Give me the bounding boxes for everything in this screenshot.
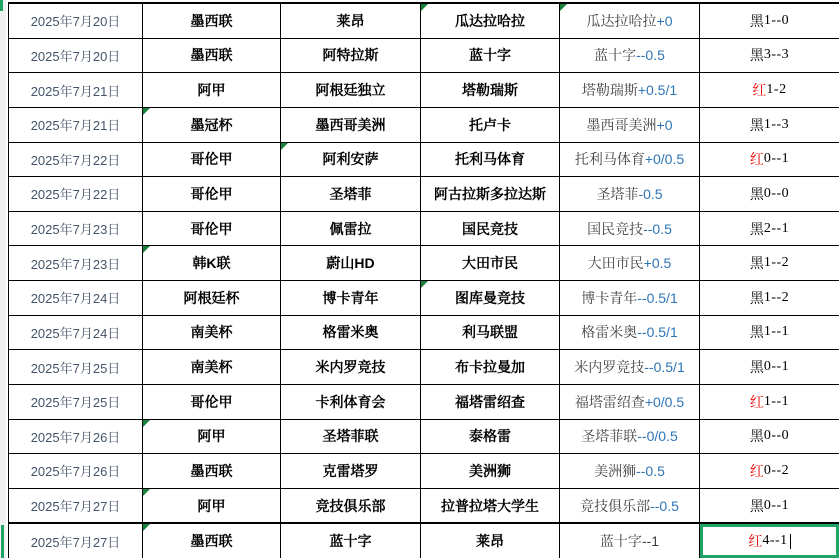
cell-result[interactable]	[700, 316, 839, 350]
result-color-label: 黑	[749, 291, 764, 307]
cell-away-team[interactable]	[421, 385, 560, 419]
handicap-team-label: 塔勒瑞斯	[581, 82, 638, 99]
cell-home-team-label: 墨西哥美洲	[315, 116, 386, 133]
result-color-label: 红	[748, 535, 763, 551]
result-score-label: 3--3	[763, 47, 790, 63]
cell-home-team[interactable]	[281, 385, 421, 419]
handicap-team-label: 墨西哥美洲	[586, 116, 657, 133]
cell-handicap[interactable]	[560, 212, 700, 246]
cell-handicap[interactable]	[560, 177, 700, 211]
result-score-label: 1--1	[763, 324, 790, 340]
cell-handicap[interactable]	[560, 350, 700, 384]
cell-date-label: 2025年7月25日	[30, 395, 121, 411]
cell-date-label: 2025年7月21日	[30, 118, 121, 134]
cell-away-team-label: 国民竞技	[462, 220, 518, 237]
cell-date[interactable]	[9, 73, 143, 107]
cell-league[interactable]	[143, 39, 281, 73]
cell-away-team[interactable]	[421, 524, 560, 558]
table-row	[9, 39, 839, 74]
cell-home-team[interactable]	[281, 212, 421, 246]
cell-league[interactable]	[143, 212, 281, 246]
cell-date-label: 2025年7月26日	[30, 464, 121, 480]
result-color-label: 黑	[749, 14, 764, 30]
cell-away-team[interactable]	[421, 454, 560, 488]
cell-away-team-label: 福塔雷绍查	[455, 393, 525, 410]
result-score-label: 4--1	[762, 533, 788, 549]
cell-result[interactable]	[700, 454, 839, 488]
table-row	[9, 108, 839, 143]
cell-date-label: 2025年7月22日	[30, 187, 121, 203]
cell-handicap[interactable]	[560, 108, 700, 142]
result-score-label: 0--0	[763, 428, 790, 444]
handicap-team-label: 托利马体育	[574, 151, 645, 168]
handicap-value-label: --1	[641, 533, 660, 550]
handicap-value-label: +0	[656, 12, 673, 29]
cell-away-team-label: 拉普拉塔大学生	[441, 497, 539, 514]
result-color-label: 黑	[749, 222, 764, 238]
handicap-team-label: 蓝十字	[599, 533, 642, 550]
cell-date[interactable]	[9, 108, 143, 142]
cell-home-team-label: 蓝十字	[329, 533, 372, 550]
cell-date[interactable]	[9, 350, 143, 384]
table-row	[9, 385, 839, 420]
cell-home-team-label: 蔚山HD	[326, 255, 375, 272]
handicap-team-label: 瓜达拉哈拉	[586, 12, 657, 29]
result-color-label: 黑	[749, 118, 764, 134]
cell-handicap[interactable]	[560, 281, 700, 315]
result-score-label: 0--1	[763, 151, 790, 167]
cell-league-label: 南美杯	[190, 359, 233, 376]
cell-home-team-label: 圣塔菲联	[322, 428, 379, 445]
result-score-label: 0--0	[763, 185, 790, 201]
cell-league[interactable]	[143, 454, 281, 488]
cell-result[interactable]	[700, 246, 839, 280]
cell-away-team-label: 图库曼竞技	[455, 289, 525, 306]
cell-away-team[interactable]	[421, 212, 560, 246]
handicap-team-label: 福塔雷绍查	[574, 393, 645, 410]
result-color-label: 红	[752, 84, 767, 100]
cell-home-team[interactable]	[281, 350, 421, 384]
table-row	[9, 281, 839, 316]
table-row	[9, 350, 839, 385]
handicap-value-label: --0.5	[636, 47, 665, 64]
cell-away-team[interactable]	[421, 108, 560, 142]
cell-league[interactable]	[143, 524, 281, 558]
handicap-value-label: -0.5	[638, 185, 663, 202]
cell-home-team[interactable]	[281, 246, 421, 280]
handicap-value-label: +0.5/1	[637, 82, 678, 99]
table-row	[9, 212, 839, 247]
result-color-label: 红	[749, 464, 764, 480]
cell-date-label: 2025年7月27日	[30, 534, 121, 550]
cell-away-team[interactable]	[421, 316, 560, 350]
handicap-team-label: 格雷米奥	[581, 324, 638, 341]
cell-league[interactable]	[143, 4, 281, 38]
cell-date[interactable]	[9, 212, 143, 246]
table-row	[9, 522, 839, 558]
cell-league[interactable]	[143, 316, 281, 350]
cell-home-team-label: 佩雷拉	[329, 220, 372, 237]
cell-handicap[interactable]	[560, 385, 700, 419]
cell-home-team[interactable]	[281, 524, 421, 558]
cell-handicap[interactable]	[560, 143, 700, 177]
handicap-team-label: 圣塔菲联	[581, 428, 638, 445]
cell-handicap[interactable]	[560, 4, 700, 38]
cell-away-team[interactable]	[421, 281, 560, 315]
cell-result[interactable]	[700, 281, 839, 315]
result-score-label: 1--0	[763, 12, 790, 28]
cell-home-team-label: 阿根廷独立	[315, 82, 386, 99]
result-color-label: 红	[749, 395, 764, 411]
handicap-value-label: +0/0.5	[644, 151, 685, 168]
cell-date[interactable]	[9, 39, 143, 73]
cell-result[interactable]	[700, 385, 839, 419]
handicap-team-label: 国民竞技	[587, 220, 644, 237]
handicap-team-label: 美洲狮	[594, 462, 637, 479]
cell-home-team[interactable]	[281, 108, 421, 142]
cell-result[interactable]	[700, 108, 839, 142]
cell-league-label: 阿甲	[197, 428, 226, 445]
cell-league-label: 哥伦甲	[190, 220, 233, 237]
cell-away-team[interactable]	[421, 246, 560, 280]
cell-away-team-label: 瓜达拉哈拉	[455, 12, 525, 29]
cell-date[interactable]	[9, 281, 143, 315]
table-row	[9, 489, 839, 523]
cell-away-team-label: 大田市民	[462, 255, 518, 272]
cell-flag-triangle-icon	[143, 108, 150, 115]
cell-away-team[interactable]	[421, 177, 560, 211]
result-color-label: 黑	[749, 257, 764, 273]
cell-flag-triangle-icon	[421, 281, 428, 288]
table-row	[9, 4, 839, 39]
cell-league[interactable]	[143, 177, 281, 211]
handicap-team-label: 大田市民	[587, 255, 644, 272]
cell-away-team[interactable]	[421, 143, 560, 177]
cell-date-label: 2025年7月21日	[30, 83, 121, 99]
result-score-label: 0--1	[763, 497, 790, 513]
cell-league-label: 阿甲	[197, 497, 226, 514]
cell-date-label: 2025年7月22日	[30, 152, 121, 168]
cell-away-team[interactable]	[421, 489, 560, 523]
cell-date-label: 2025年7月24日	[30, 291, 121, 307]
table-row	[9, 246, 839, 281]
cell-away-team[interactable]	[421, 73, 560, 107]
result-score-label: 1--3	[763, 116, 790, 132]
cell-result[interactable]	[700, 143, 839, 177]
result-color-label: 黑	[749, 49, 764, 65]
cell-handicap[interactable]	[560, 73, 700, 107]
text-caret	[790, 534, 791, 549]
table-row	[9, 143, 839, 178]
result-score-label: 1-2	[766, 82, 787, 98]
result-score-label: 1--2	[763, 289, 790, 305]
cell-result[interactable]	[700, 524, 839, 558]
handicap-value-label: --0.5	[650, 497, 679, 514]
result-score-label: 2--1	[763, 220, 790, 236]
table-row	[9, 316, 839, 351]
table-row	[9, 420, 839, 455]
cell-league-label: 墨西联	[190, 533, 233, 550]
cell-result[interactable]	[700, 212, 839, 246]
cell-league[interactable]	[143, 143, 281, 177]
result-score-label: 1--2	[763, 255, 790, 271]
result-score-label: 0--1	[763, 359, 790, 375]
cell-home-team-label: 卡利体育会	[315, 393, 386, 410]
cell-home-team-label: 阿特拉斯	[322, 47, 379, 64]
handicap-value-label: +0.5	[643, 255, 672, 272]
cell-away-team-label: 蓝十字	[469, 47, 511, 64]
result-color-label: 黑	[749, 326, 764, 342]
cell-flag-triangle-icon	[560, 4, 567, 11]
cell-handicap[interactable]	[560, 39, 700, 73]
cell-home-team[interactable]	[281, 489, 421, 523]
handicap-value-label: --0.5/1	[644, 359, 685, 376]
cell-result[interactable]	[700, 350, 839, 384]
cell-league[interactable]	[143, 489, 281, 523]
cell-flag-triangle-icon	[143, 489, 150, 496]
cell-league[interactable]	[143, 73, 281, 107]
cell-home-team[interactable]	[281, 39, 421, 73]
handicap-team-label: 博卡青年	[581, 289, 638, 306]
cell-league[interactable]	[143, 420, 281, 454]
result-color-label: 红	[749, 153, 764, 169]
handicap-value-label: +0	[656, 116, 673, 133]
cell-away-team-label: 莱昂	[476, 533, 504, 550]
cell-home-team-label: 米内罗竞技	[315, 359, 386, 376]
cell-handicap[interactable]	[560, 454, 700, 488]
handicap-value-label: +0/0.5	[644, 393, 685, 410]
result-score-label: 0--2	[763, 462, 790, 478]
cell-result[interactable]	[700, 420, 839, 454]
result-color-label: 黑	[749, 499, 764, 515]
cell-home-team[interactable]	[281, 316, 421, 350]
cell-away-team-label: 美洲狮	[469, 462, 511, 479]
cell-league-label: 墨西联	[190, 12, 233, 29]
cell-home-team[interactable]	[281, 73, 421, 107]
cell-home-team-label: 圣塔菲	[329, 185, 372, 202]
cell-result[interactable]	[700, 489, 839, 523]
cell-league[interactable]	[143, 281, 281, 315]
cell-home-team-label: 格雷米奥	[322, 324, 379, 341]
cell-home-team-label: 竞技俱乐部	[315, 497, 386, 514]
cell-home-team[interactable]	[281, 177, 421, 211]
selection-edge-top-icon	[0, 0, 3, 11]
table-row	[9, 177, 839, 212]
cell-handicap[interactable]	[560, 489, 700, 523]
spreadsheet-table	[8, 2, 839, 558]
cell-result[interactable]	[700, 4, 839, 38]
cell-flag-triangle-icon	[421, 4, 428, 11]
handicap-value-label: --0/0.5	[637, 428, 678, 445]
handicap-value-label: --0.5	[643, 220, 672, 237]
cell-away-team-label: 利马联盟	[462, 324, 518, 341]
cell-date[interactable]	[9, 4, 143, 38]
cell-away-team[interactable]	[421, 350, 560, 384]
cell-result[interactable]	[700, 177, 839, 211]
cell-away-team[interactable]	[421, 420, 560, 454]
cell-date-label: 2025年7月26日	[30, 429, 121, 445]
cell-date-label: 2025年7月20日	[30, 48, 121, 64]
cell-date[interactable]	[9, 177, 143, 211]
cell-handicap[interactable]	[560, 420, 700, 454]
cell-away-team[interactable]	[421, 39, 560, 73]
cell-flag-triangle-icon	[281, 143, 288, 150]
handicap-team-label: 米内罗竞技	[574, 359, 645, 376]
cell-league-label: 南美杯	[190, 324, 233, 341]
cell-away-team-label: 阿古拉斯多拉达斯	[434, 185, 546, 202]
cell-league-label: 阿甲	[197, 82, 226, 99]
cell-league-label: 哥伦甲	[190, 185, 233, 202]
handicap-value-label: --0.5/1	[637, 289, 678, 306]
cell-league[interactable]	[143, 108, 281, 142]
cell-home-team[interactable]	[281, 143, 421, 177]
cell-home-team-label: 博卡青年	[322, 289, 379, 306]
handicap-team-label: 竞技俱乐部	[580, 497, 651, 514]
cell-away-team-label: 布卡拉曼加	[455, 359, 525, 376]
cell-date[interactable]	[9, 454, 143, 488]
cell-away-team-label: 托利马体育	[455, 151, 525, 168]
cell-date-label: 2025年7月23日	[30, 222, 121, 238]
cell-away-team-label: 塔勒瑞斯	[462, 82, 518, 99]
result-color-label: 黑	[749, 430, 764, 446]
cell-handicap[interactable]	[560, 524, 700, 558]
cell-away-team-label: 泰格雷	[469, 428, 511, 445]
cell-away-team[interactable]	[421, 4, 560, 38]
cell-league-label: 韩K联	[192, 255, 231, 272]
cell-home-team-label: 阿利安萨	[322, 151, 379, 168]
result-color-label: 黑	[749, 187, 764, 203]
table-row	[9, 73, 839, 108]
cell-date-label: 2025年7月25日	[30, 360, 121, 376]
cell-result[interactable]	[700, 73, 839, 107]
cell-date[interactable]	[9, 524, 143, 558]
cell-league[interactable]	[143, 350, 281, 384]
cell-home-team-label: 克雷塔罗	[322, 462, 379, 479]
cell-result[interactable]	[700, 39, 839, 73]
handicap-value-label: --0.5	[636, 462, 665, 479]
cell-date[interactable]	[9, 246, 143, 280]
result-score-label: 1--1	[763, 393, 790, 409]
cell-league-label: 墨西联	[190, 47, 233, 64]
cell-league-label: 阿根廷杯	[183, 289, 240, 306]
cell-league-label: 墨西联	[190, 462, 233, 479]
cell-handicap[interactable]	[560, 246, 700, 280]
cell-flag-triangle-icon	[143, 246, 150, 253]
handicap-team-label: 圣塔菲	[596, 185, 639, 202]
cell-date[interactable]	[9, 143, 143, 177]
selection-edge-row-icon	[1, 525, 4, 558]
cell-home-team[interactable]	[281, 4, 421, 38]
cell-date-label: 2025年7月24日	[30, 325, 121, 341]
cell-handicap[interactable]	[560, 316, 700, 350]
cell-league-label: 墨冠杯	[190, 116, 233, 133]
cell-date-label: 2025年7月20日	[30, 14, 121, 30]
cell-date-label: 2025年7月23日	[30, 256, 121, 272]
cell-home-team[interactable]	[281, 281, 421, 315]
cell-away-team-label: 托卢卡	[469, 116, 511, 133]
cell-date-label: 2025年7月27日	[30, 499, 121, 515]
cell-league[interactable]	[143, 246, 281, 280]
cell-home-team[interactable]	[281, 454, 421, 488]
cell-date[interactable]	[9, 420, 143, 454]
cell-league-label: 哥伦甲	[190, 393, 233, 410]
cell-league-label: 哥伦甲	[190, 151, 233, 168]
handicap-value-label: --0.5/1	[637, 324, 678, 341]
cell-home-team[interactable]	[281, 420, 421, 454]
handicap-team-label: 蓝十字	[594, 47, 637, 64]
table-row	[9, 454, 839, 489]
cell-date[interactable]	[9, 385, 143, 419]
cell-league[interactable]	[143, 385, 281, 419]
cell-flag-triangle-icon	[143, 524, 150, 531]
cell-date[interactable]	[9, 489, 143, 523]
result-color-label: 黑	[749, 361, 764, 377]
cell-date[interactable]	[9, 316, 143, 350]
cell-flag-triangle-icon	[143, 420, 150, 427]
cell-home-team-label: 莱昂	[336, 12, 365, 29]
